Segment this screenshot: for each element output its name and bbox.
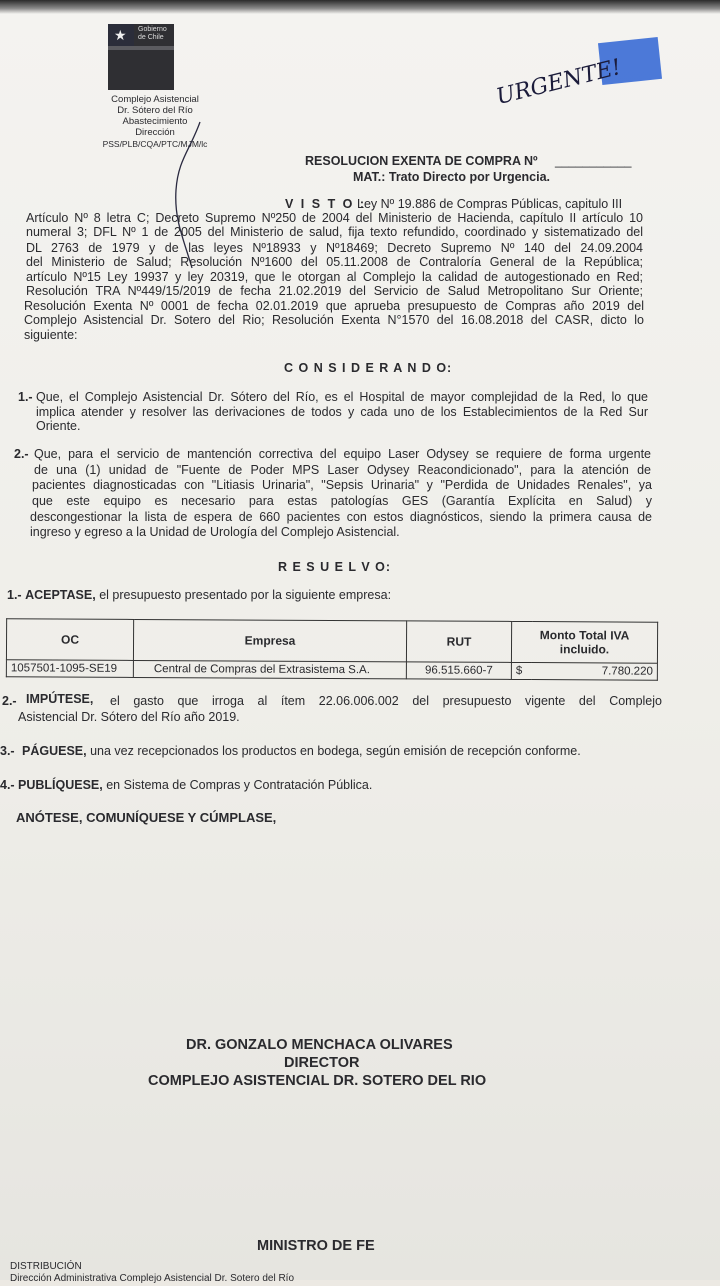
col-header-oc: OC: [6, 619, 133, 661]
item-3-keyword: PÁGUESE,: [22, 744, 87, 758]
visto-line-3: numeral 3; DFL Nº 1 de 2005 del Ministerio de salud, fija texto refundido, coordinado y sistematizado del: [26, 225, 643, 239]
materia-line: MAT.: Trato Directo por Urgencia.: [353, 170, 551, 184]
visto-line-7: Resolución TRA Nº449/15/2019 de fecha 21.02.2019 del Servicio de Salud Metropolitano Sur Oriente;: [26, 284, 643, 298]
item-4-keyword: PUBLÍQUESE,: [18, 778, 103, 792]
item-3-number: 3.-: [0, 744, 15, 758]
considerando-1-line-2: implica atender y resolver las derivaciones de todos y cada uno de los Establecimientos de la Red Sur: [36, 405, 648, 419]
visto-line-9: Complejo Asistencial Dr. Sotero del Rio; Resolución Exenta N°1570 del 16.08.2018 del CASR, dicto lo: [24, 313, 644, 327]
cell-currency: $: [511, 662, 532, 679]
table-header-row: [6, 619, 657, 663]
considerando-2-number: 2.-: [14, 447, 29, 461]
considerando-2-line-5: descongestionar la lista de espera de 660 pacientes con estos diagnósticos, siendo la primera causa de: [30, 510, 652, 524]
item-4-number: 4.-: [0, 778, 15, 792]
visto-line-4: DL 2763 de 1979 y de las leyes Nº18933 y Nº18469; Decreto Supremo Nº 140 del 24.09.2004: [26, 241, 643, 255]
resuelvo-item-4: [18, 778, 372, 792]
item-2-text: el gasto que irroga al ítem 22.06.006.002 del presupuesto vigente del Complejo: [110, 694, 662, 708]
handwritten-note: URGENTE!: [493, 54, 624, 111]
visto-line-6: artículo Nº15 Ley 19937 y ley 20319, que le otorgan al Complejo la calidad de autogestionado en Red;: [26, 270, 643, 284]
table-row: [6, 660, 657, 680]
star-icon: ★: [114, 27, 127, 43]
page-shadow: [0, 0, 720, 14]
visto-line-1: Ley Nº 19.886 de Compras Públicas, capitulo III: [357, 197, 623, 211]
item-1-number: 1.-: [7, 588, 22, 602]
resolution-number-blank: ___________: [555, 154, 632, 168]
closing-formula: ANÓTESE, COMUNÍQUESE Y CÚMPLASE,: [16, 810, 277, 825]
resolution-title: RESOLUCION EXENTA DE COMPRA Nº: [305, 154, 538, 168]
considerando-2-line-3: pacientes diagnosticadas con "Litiasis Urinaria", "Sepsis Urinaria" y "Perdida de Unidades Renales", ya: [32, 478, 652, 492]
resuelvo-item-1: [7, 588, 391, 602]
considerando-2-line-2: de una (1) unidad de "Fuente de Poder MPS Laser Odysey Reacondicionado", para la atención de: [34, 463, 651, 477]
item-2-keyword: IMPÚTESE,: [26, 692, 94, 706]
cell-monto: 7.780.220: [532, 663, 658, 681]
distribucion-label: DISTRIBUCIÓN: [10, 1261, 82, 1272]
considerando-1-line-3: Oriente.: [36, 419, 81, 433]
considerando-1-number: 1.-: [18, 390, 33, 404]
org-line-1: Complejo Asistencial: [111, 94, 199, 105]
considerando-2-line-4: que este equipo es necesario para estas patologías GES (Garantía Explícita en Salud) y: [32, 494, 652, 508]
visto-label: V I S T O :: [285, 197, 367, 211]
item-3-text: una vez recepcionados los productos en bodega, según emisión de recepción conforme.: [90, 744, 581, 758]
item-1-keyword: ACEPTASE,: [25, 588, 96, 602]
cell-empresa: Central de Compras del Extrasistema S.A.: [133, 660, 406, 678]
visto-line-10: siguiente:: [24, 328, 78, 342]
considerando-heading: C O N S I D E R A N D O:: [284, 361, 453, 375]
org-line-2: Dr. Sótero del Río: [117, 105, 193, 116]
org-line-3: Abastecimiento: [122, 116, 188, 127]
visto-line-5: del Ministerio de Salud; Resolución Nº1600 del 05.11.2008 de Contraloría General de la República;: [26, 255, 643, 269]
cell-oc: 1057501-1095-SE19: [6, 660, 133, 678]
ministro-de-fe: MINISTRO DE FE: [257, 1238, 375, 1254]
considerando-1-line-1: Que, el Complejo Asistencial Dr. Sótero del Río, es el Hospital de mayor complejidad de la Red, lo que: [36, 390, 648, 404]
org-reference-code: PSS/PLB/CQA/PTC/MJM/lc: [102, 139, 208, 149]
cell-rut: 96.515.660-7: [406, 662, 511, 680]
item-4-text: en Sistema de Compras y Contratación Pública.: [106, 778, 373, 792]
distribucion-line-1: Dirección Administrativa Complejo Asistencial Dr. Sotero del Río: [10, 1273, 295, 1284]
col-header-empresa: Empresa: [133, 619, 406, 661]
signatory-name: DR. GONZALO MENCHACA OLIVARES: [186, 1037, 453, 1053]
gobierno-de-chile-logo: ★ Gobierno de Chile: [108, 24, 174, 90]
considerando-2-line-6: ingreso y egreso a la Unidad de Urología del Complejo Asistencial.: [30, 525, 400, 539]
col-header-rut: RUT: [406, 621, 511, 663]
col-header-monto: Monto Total IVA incluido.: [511, 621, 657, 663]
considerando-2-line-1: Que, para el servicio de mantención correctiva del equipo Laser Odysey se requiere de forma urgente: [34, 447, 651, 461]
org-line-4: Dirección: [135, 127, 175, 138]
item-2-number: 2.-: [2, 694, 17, 708]
visto-line-8: Resolución Exenta Nº 0001 de fecha 02.01.2019 que aprueba presupuesto de Compras año 2019 del: [24, 299, 644, 313]
purchase-table: [6, 618, 658, 680]
item-2-line-2: Asistencial Dr. Sótero del Río año 2019.: [18, 710, 240, 724]
visto-line-2: Artículo Nº 8 letra C; Decreto Supremo Nº250 de 2004 del Ministerio de Hacienda, capítulo II artículo 10: [26, 211, 643, 225]
resuelvo-heading: R E S U E L V O:: [278, 560, 392, 574]
signatory-org: COMPLEJO ASISTENCIAL DR. SOTERO DEL RIO: [148, 1073, 487, 1089]
resuelvo-item-3: [22, 744, 581, 758]
item-1-text: el presupuesto presentado por la siguiente empresa:: [99, 588, 392, 602]
signatory-role: DIRECTOR: [284, 1055, 360, 1071]
